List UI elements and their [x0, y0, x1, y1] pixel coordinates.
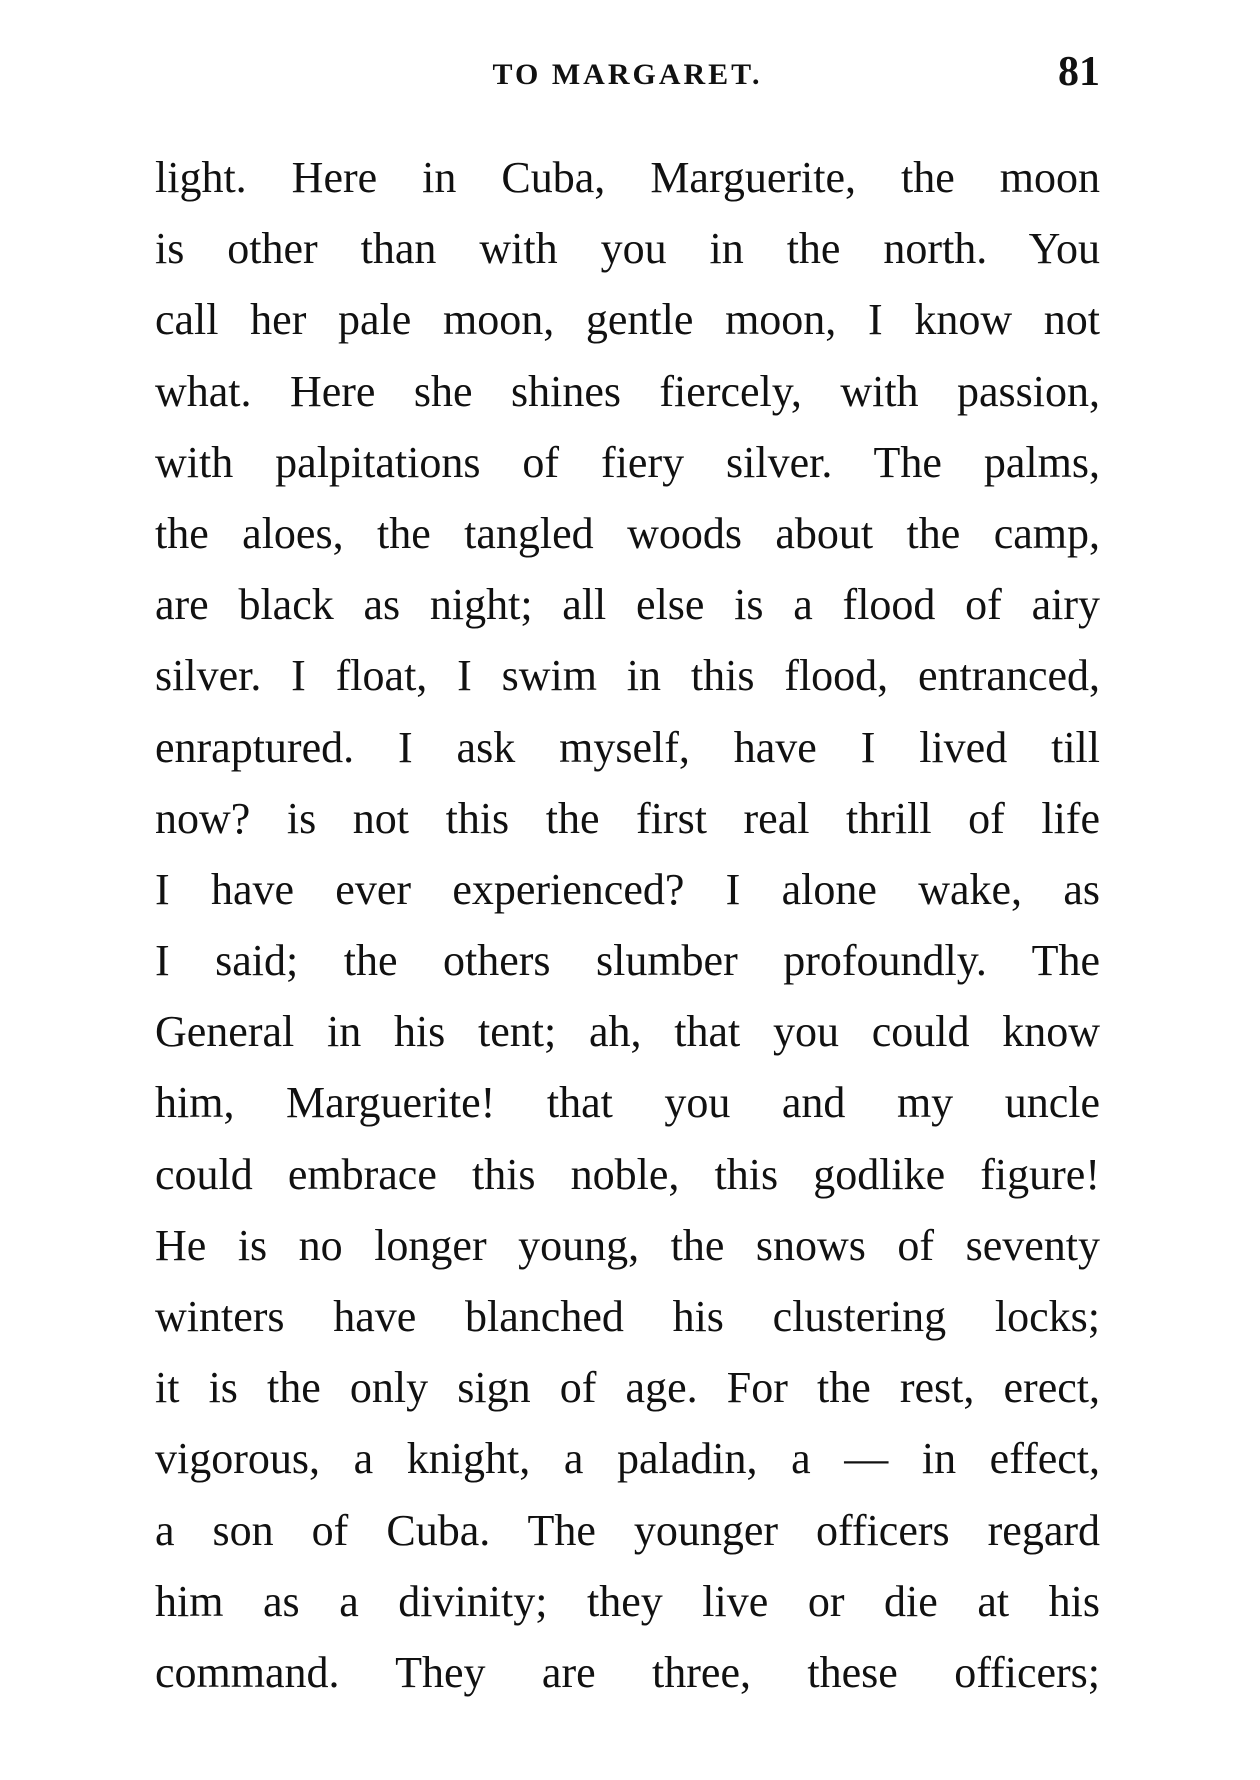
- text-line: command. They are three, these officers;: [155, 1647, 1100, 1697]
- text-line: now? is not this the first real thrill of life: [155, 793, 1100, 843]
- body-text: [155, 142, 1100, 1708]
- text-line: could embrace this noble, this godlike figure!: [155, 1149, 1100, 1199]
- text-line: it is the only sign of age. For the rest, erect,: [155, 1363, 1100, 1413]
- page-number: 81: [1058, 49, 1100, 95]
- text-line: light. Here in Cuba, Marguerite, the moon: [155, 153, 1100, 202]
- text-line: him, Marguerite! that you and my uncle: [155, 1078, 1100, 1128]
- text-line: are black as night; all else is a flood of airy: [155, 580, 1100, 630]
- text-line: I said; the others slumber profoundly. The: [155, 936, 1100, 986]
- text-line: enraptured. I ask myself, have I lived till: [155, 722, 1100, 772]
- text-line: is other than with you in the north. You: [155, 224, 1100, 274]
- running-head: [155, 48, 1100, 108]
- text-line: He is no longer young, the snows of seventy: [155, 1220, 1100, 1270]
- text-line: what. Here she shines fiercely, with passion,: [155, 366, 1100, 416]
- text-line: I have ever experienced? I alone wake, as: [155, 864, 1100, 914]
- text-line: silver. I float, I swim in this flood, entranced,: [155, 651, 1100, 701]
- text-line: a son of Cuba. The younger officers regard: [155, 1505, 1100, 1555]
- text-line: winters have blanched his clustering locks;: [155, 1292, 1100, 1341]
- running-title: TO MARGARET.: [492, 58, 763, 91]
- text-line: General in his tent; ah, that you could know: [155, 1007, 1100, 1057]
- text-line: vigorous, a knight, a paladin, a — in effect,: [155, 1434, 1100, 1484]
- text-line: with palpitations of fiery silver. The palms,: [155, 437, 1100, 487]
- text-line: the aloes, the tangled woods about the camp,: [155, 508, 1100, 558]
- text-line: him as a divinity; they live or die at his: [155, 1576, 1100, 1626]
- text-line: call her pale moon, gentle moon, I know not: [155, 295, 1100, 345]
